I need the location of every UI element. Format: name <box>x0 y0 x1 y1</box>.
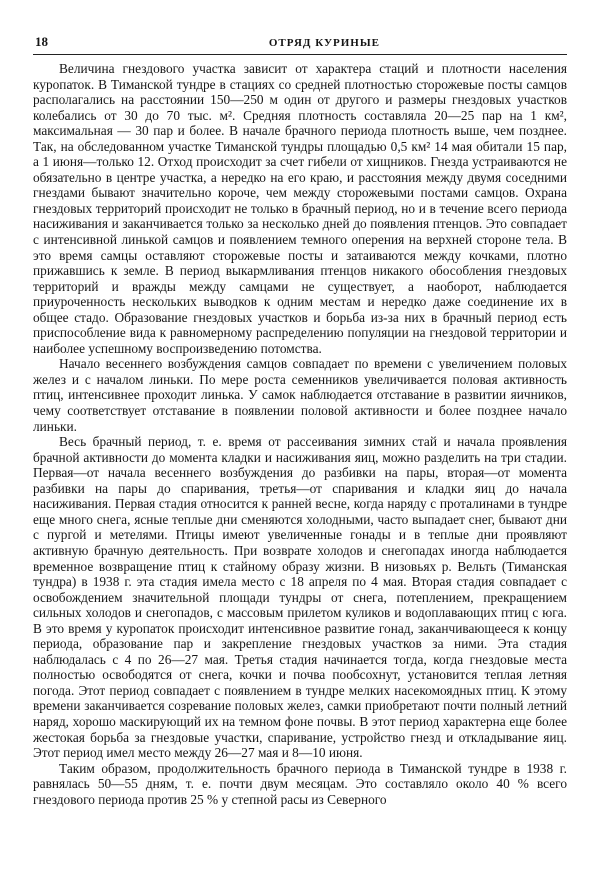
paragraph-breeding-stages: Весь брачный период, т. е. время от рассеивания зимних стай и начала проявления брачной активности до момента кладки и насиживания яиц, можно разделить на три стадии. Первая—от начала весеннего возбуждения до разбивки на пары, вторая—от момента разбивки на пары до спаривания, третья—от спаривания и кладки яиц до начала насиживания. Первая стадия относится к ранней весне, когда наряду с проталинами в тундре еще много снега, ясные теплые дни сменяются холодными, часто выпадает снег, бывают дни с пургой и метелями. Птицы имеют увеличенные гонады и в теплые дни проявляют активную брачную деятельность. При возврате холодов и снегопадах иногда наблюдается временное возвращение птиц к стайному образу жизни. В низовьях р. Вельть (Тиманская тундра) в 1938 г. эта стадия имела место с 18 апреля по 4 мая. Вторая стадия совпадает с освобождением значительной площади тундры от снега, потеплением, прекращением сильных холодов и снегопадов, с массовым прилетом куликов и водоплавающих птиц с юга. В это время у куропаток происходит интенсивное развитие гонад, заканчивающееся к концу периода, образование пар и закрепление гнездовых участков за ними. Эта стадия наблюдалась с 4 по 26—27 мая. Третья стадия начинается тогда, когда гнездовые места полностью освободятся от снега, кочки и почва пообсохнут, установится теплая летняя погода. Этот период совпадает с появлением в тундре мелких насекомоядных птиц. К этому времени заканчивается созревание половых желез, самки приобретают почти полный летний наряд, хорошо маскирующий их на темном фоне почвы. В этот период характерна еще более жестокая борьба за гнездовые участки, спаривание, устройство гнезд и откладывание яиц. Этот период имел место между 26—27 мая и 8—10 июня. <box>33 434 567 761</box>
paragraph-duration: Таким образом, продолжительность брачного периода в Тиманской тундре в 1938 г. равнялась 50—55 дням, т. е. почти двум месяцам. Это составляло около 40 % всего гнездового периода против 25 % у степной расы из Северного <box>33 760 567 807</box>
header-rule <box>33 54 567 55</box>
running-title: ОТРЯД КУРИНЫЕ <box>268 37 380 49</box>
paragraph-excitation: Начало весеннего возбуждения самцов совпадает по времени с увеличением половых желез и с началом линьки. По мере роста семенников увеличивается половая активность птиц, интенсивнее проходит линька. У самок наблюдается отставание в развитии яичников, чему соответствует отставание в появлении половой активности и более позднее начало линьки. <box>33 356 567 434</box>
body-text <box>33 61 567 807</box>
page-number: 18 <box>35 34 48 49</box>
paragraph-territory: Величина гнездового участка зависит от характера стаций и плотности населения куропаток. В Тиманской тундре в стациях со средней плотностью сторожевые посты самцов располагались на расстоянии 150—250 м один от другого и размеры гнездовых участков колебались от 30 до 70 тыс. м². Средняя плотность составляла 20—25 пар на 1 км², максимальная — 30 пар и более. В начале брачного периода плотность выше, чем позднее. Так, на обследованном участке Тиманской тундры площадью 0,5 км² 14 мая обитали 15 пар, а 1 июня—только 12. Отход происходит за счет гибели от хищников. Гнезда устраиваются не обязательно в центре участка, а нередко на его краю, и расстояния между двумя соседними гнездами бывают значительно короче, чем между сторожевыми постами самцов. Охрана гнездовых территорий происходит не только в брачный период, но и в течение всего периода насиживания и заканчивается только за несколько дней до появления птенцов. Это совпадает с интенсивной линькой самцов и появлением темного оперения на верхней стороне тела. В это время самцы оставляют сторожевые посты и затаиваются между кочками, плотно прижавшись к земле. В период выкармливания птенцов никакого обособления гнездовых территорий и вражды между самцами не существует, а наоборот, наблюдается приуроченность нескольких выводков к одним местам и нередко даже соединение их в общее стадо. Образование гнездовых участков и борьба из-за них в брачный период есть приспособление вида к равномерному распределению популяции на гнездовой территории и наиболее успешному воспроизведению потомства. <box>33 61 567 356</box>
page-header <box>35 34 560 50</box>
